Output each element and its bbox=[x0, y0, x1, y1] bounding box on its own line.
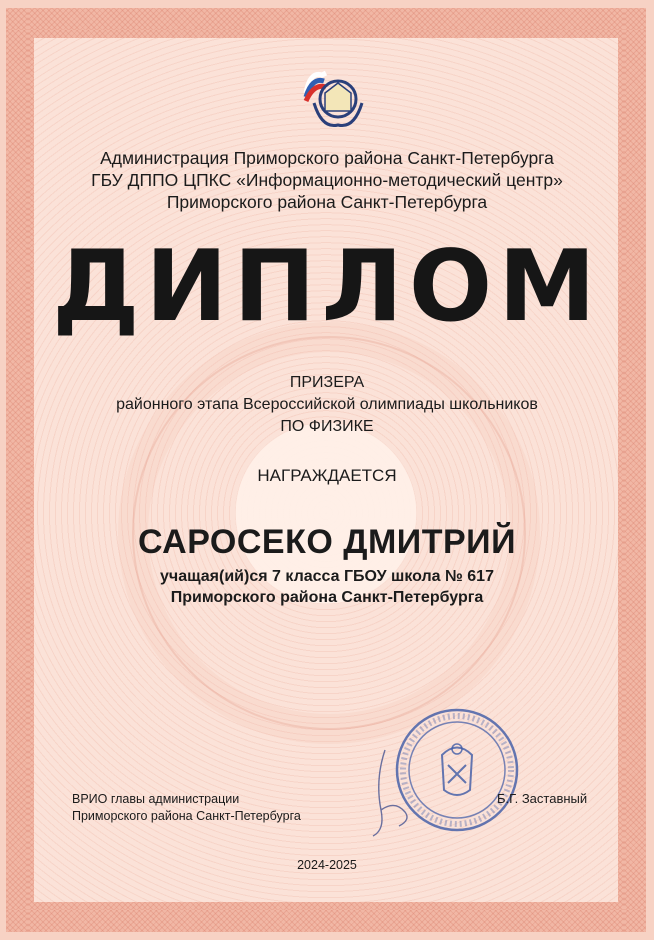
signatory-name: Б.Г. Заставный bbox=[497, 791, 588, 806]
olympiad-logo-icon bbox=[292, 63, 372, 133]
awarded-label: НАГРАЖДАЕТСЯ bbox=[257, 466, 397, 485]
diploma-title: ДИПЛОМ bbox=[52, 230, 602, 344]
olympiad-stage: районного этапа Всероссийской олимпиады школьников bbox=[116, 396, 538, 413]
organization-line-2: ГБУ ДППО ЦПКС «Информационно-методический центр» bbox=[91, 170, 563, 190]
organization-line-1: Администрация Приморского района Санкт-Петербурга bbox=[100, 148, 554, 168]
signatory-position bbox=[72, 791, 301, 825]
recipient-name: САРОСЕКО ДМИТРИЙ bbox=[137, 523, 517, 561]
recipient-details: учащая(ий)ся 7 класса ГБОУ школа № 617 bbox=[160, 568, 494, 585]
organization-line-3: Приморского района Санкт-Петербурга bbox=[166, 192, 488, 212]
award-status: ПРИЗЕРА bbox=[289, 374, 365, 391]
signatory-position-line-2: Приморского района Санкт-Петербурга bbox=[72, 809, 301, 823]
academic-year: 2024-2025 bbox=[297, 858, 357, 872]
signatory-position-line-1: ВРИО главы администрации bbox=[72, 792, 240, 806]
olympiad-subject: ПО ФИЗИКЕ bbox=[280, 418, 374, 435]
handwritten-signature bbox=[355, 740, 475, 840]
recipient-district: Приморского района Санкт-Петербурга bbox=[170, 589, 484, 606]
